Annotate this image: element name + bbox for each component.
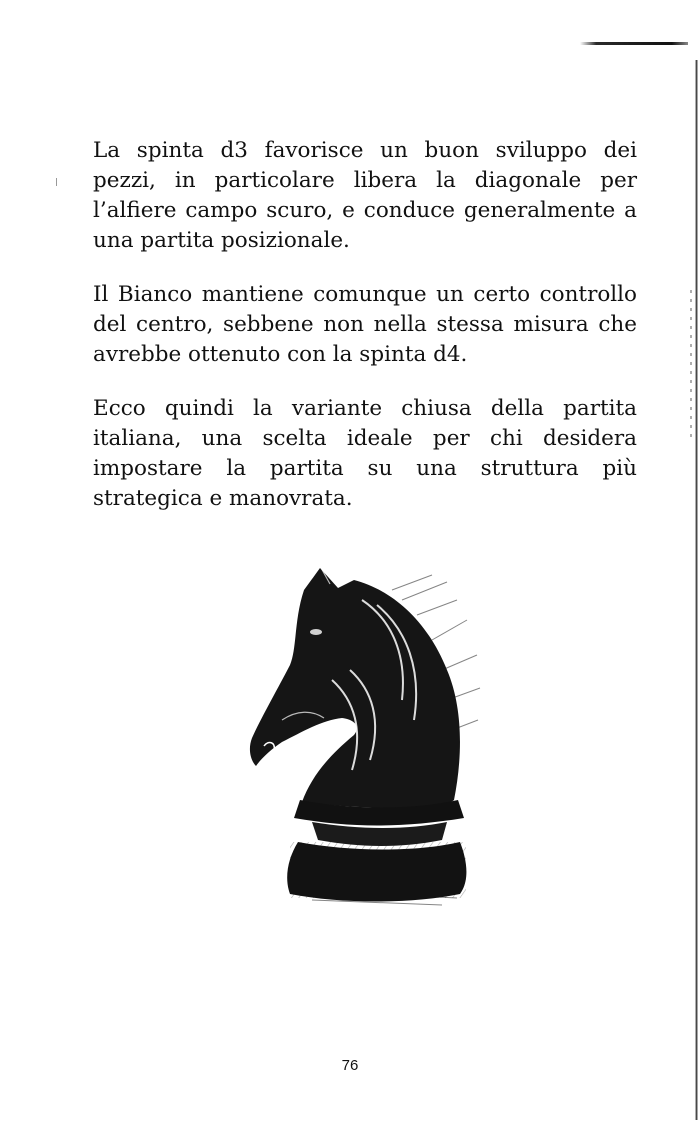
chess-knight-icon — [242, 560, 482, 910]
scan-mark — [56, 178, 57, 186]
page-number: 76 — [341, 1057, 359, 1074]
body-text — [93, 136, 637, 538]
paragraph-2: Il Bianco mantiene comunque un certo controllo del centro, sebbene non nella stessa misura che avrebbe ottenuto con la spinta d4. — [93, 282, 637, 367]
scan-edge — [695, 60, 698, 1120]
paragraph-3: Ecco quindi la variante chiusa della partita italiana, una scelta ideale per chi desidera impostare la partita su una struttura più strategica e manovrata. — [93, 396, 637, 511]
scan-mark-right — [690, 290, 692, 440]
chess-knight-illustration — [242, 560, 482, 910]
scan-edge-top — [580, 42, 688, 45]
paragraph-1: La spinta d3 favorisce un buon sviluppo dei pezzi, in particolare libera la diagonale per l’alfiere campo scuro, e conduce generalmente a una partita posizionale. — [93, 138, 637, 253]
